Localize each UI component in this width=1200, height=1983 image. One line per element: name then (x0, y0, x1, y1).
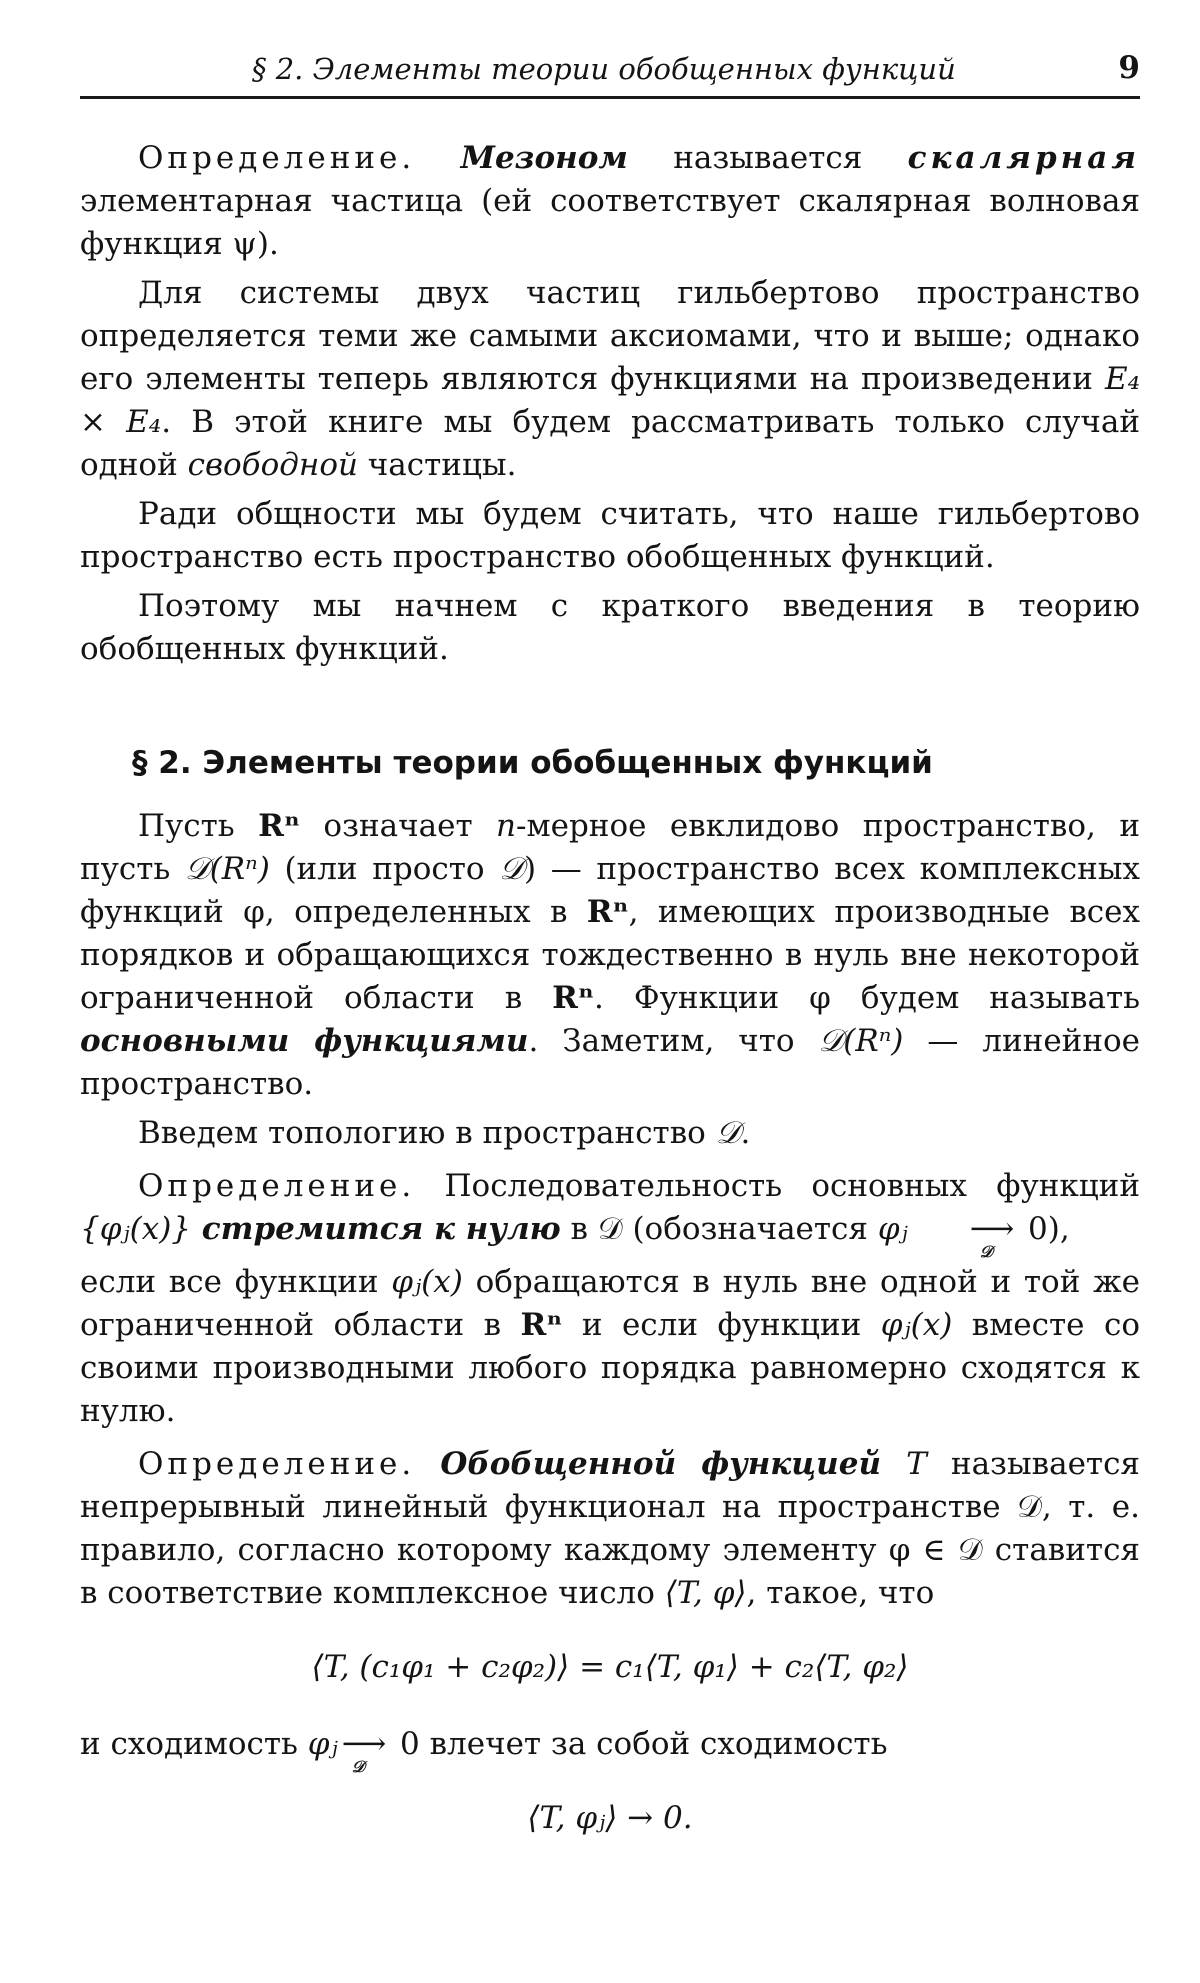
math-rn: Rⁿ (552, 980, 595, 1016)
formula-linearity: ⟨T, (c₁φ₁ + c₂φ₂)⟩ = c₁⟨T, φ₁⟩ + c₂⟨T, φ₂⟩ (311, 1649, 909, 1685)
math-t-phi: ⟨T, φ⟩ (664, 1575, 747, 1611)
math-rn: Rⁿ (258, 808, 300, 844)
math-rn: Rⁿ (586, 894, 629, 930)
arrow-glyph: ⟶ (969, 1211, 1015, 1247)
page-number: 9 (1118, 50, 1140, 86)
text: Пусть (138, 808, 259, 844)
book-page (80, 50, 1140, 1874)
emph-scalar: скалярная (907, 140, 1140, 176)
paragraph-topology (80, 1112, 1140, 1155)
term-meson: Мезоном (460, 140, 628, 176)
arrow-glyph: ⟶ (341, 1726, 387, 1762)
math-phi-j: φⱼ (307, 1726, 338, 1762)
text: Последовательность основных функций (415, 1168, 1140, 1204)
paragraph-convergence-definition (80, 1165, 1140, 1261)
text: Для системы двух частиц гильбертово пространство определяется теми же самыми аксиомами, что и выше; однако его элементы теперь являются функциями на произведении (80, 275, 1140, 397)
text: частицы. (357, 447, 517, 483)
text: -мерное евклидово пространство, и пусть (80, 808, 1140, 887)
emph-free: свободной (187, 447, 358, 483)
text: ) — пространство всех комплексных функций φ, определенных в (80, 851, 1140, 930)
math-d-rn: 𝒟(Rⁿ) (818, 1023, 904, 1059)
text: обращаются в нуль вне одной и той же ограниченной области в (80, 1264, 1140, 1343)
emph-test-functions: основными функциями (80, 1023, 529, 1059)
definition-label: Определение. (138, 1446, 416, 1482)
text: вместе со своими производными любого порядка равномерно сходятся к нулю. (80, 1307, 1140, 1429)
math-sequence: {φⱼ(x)} (80, 1211, 192, 1247)
convergence-arrow (912, 1208, 1015, 1261)
paragraph-two-particles (80, 272, 1140, 487)
paragraph-convergence-conditions (80, 1261, 1140, 1433)
text: 0 влечет за собой сходимость (390, 1726, 888, 1762)
math-d-rn: 𝒟(Rⁿ) (184, 851, 270, 887)
definition-label: Определение. (138, 1168, 416, 1204)
emph-tends-to-zero: стремится к нулю (191, 1211, 561, 1247)
text: , такое, что (746, 1575, 935, 1611)
text: называется непрерывный линейный функционал на пространстве 𝒟, т. е. правило, согласно которому каждому элементу φ ∈ 𝒟 ставится в соответствие комплексное число (80, 1446, 1140, 1611)
math-n: n (496, 808, 517, 844)
text: в 𝒟 (обозначается (560, 1211, 878, 1247)
text: (или просто (269, 851, 500, 887)
math-rn: Rⁿ (520, 1307, 563, 1343)
math-phi-j-x: φⱼ(x) (880, 1307, 953, 1343)
paragraph-test-functions (80, 805, 1140, 1106)
text: если все функции (80, 1264, 392, 1300)
formula-continuity: ⟨T, φⱼ⟩ → 0. (527, 1800, 693, 1836)
paragraph-continuity (80, 1723, 1140, 1776)
text: . Заметим, что (528, 1023, 819, 1059)
text: элементарная частица (ей соответствует скалярная волновая функция ψ). (80, 183, 1140, 262)
paragraph-distribution-definition (80, 1443, 1140, 1615)
math-d: 𝒟 (715, 1115, 741, 1151)
paragraph-introduction: Поэтому мы начнем с краткого введения в теорию обобщенных функций. (80, 588, 1140, 667)
definition-label: Определение. (138, 140, 416, 176)
text: и сходимость (80, 1726, 308, 1762)
arrow-subscript: 𝒟 (979, 1242, 993, 1261)
text: — линейное пространство. (80, 1023, 1140, 1102)
math-product: E₄ × E₄ (80, 361, 1140, 440)
section-title: § 2. Элементы теории обобщенных функций (132, 745, 933, 781)
math-t: T (906, 1446, 927, 1482)
math-phi-j-x: φⱼ(x) (391, 1264, 463, 1300)
page-header (80, 50, 1140, 99)
text: называется (627, 140, 908, 176)
convergence-arrow (341, 1723, 387, 1776)
arrow-subscript: 𝒟 (351, 1757, 365, 1776)
math-d: 𝒟 (499, 851, 524, 887)
text: . Функции φ будем называть (594, 980, 1140, 1016)
text: 0), (1018, 1211, 1070, 1247)
text: означает (299, 808, 497, 844)
paragraph-generality: Ради общности мы будем считать, что наше гильбертово пространство есть пространство обобщенных функций. (80, 496, 1140, 575)
paragraph-meson-definition (80, 137, 1140, 266)
text: . (740, 1115, 751, 1151)
text: и если функции (562, 1307, 881, 1343)
emph-distribution: Обобщенной функцией (415, 1446, 907, 1482)
text: . В этой книге мы будем рассматривать только случай одной (80, 404, 1140, 483)
text: , имеющих производные всех порядков и обращающихся тождественно в нуль вне некоторой ограниченной области в (80, 894, 1140, 1016)
text: Введем топологию в пространство (138, 1115, 716, 1151)
running-title: § 2. Элементы теории обобщенных функций (252, 52, 956, 86)
math-phi-j: φⱼ (877, 1211, 908, 1247)
